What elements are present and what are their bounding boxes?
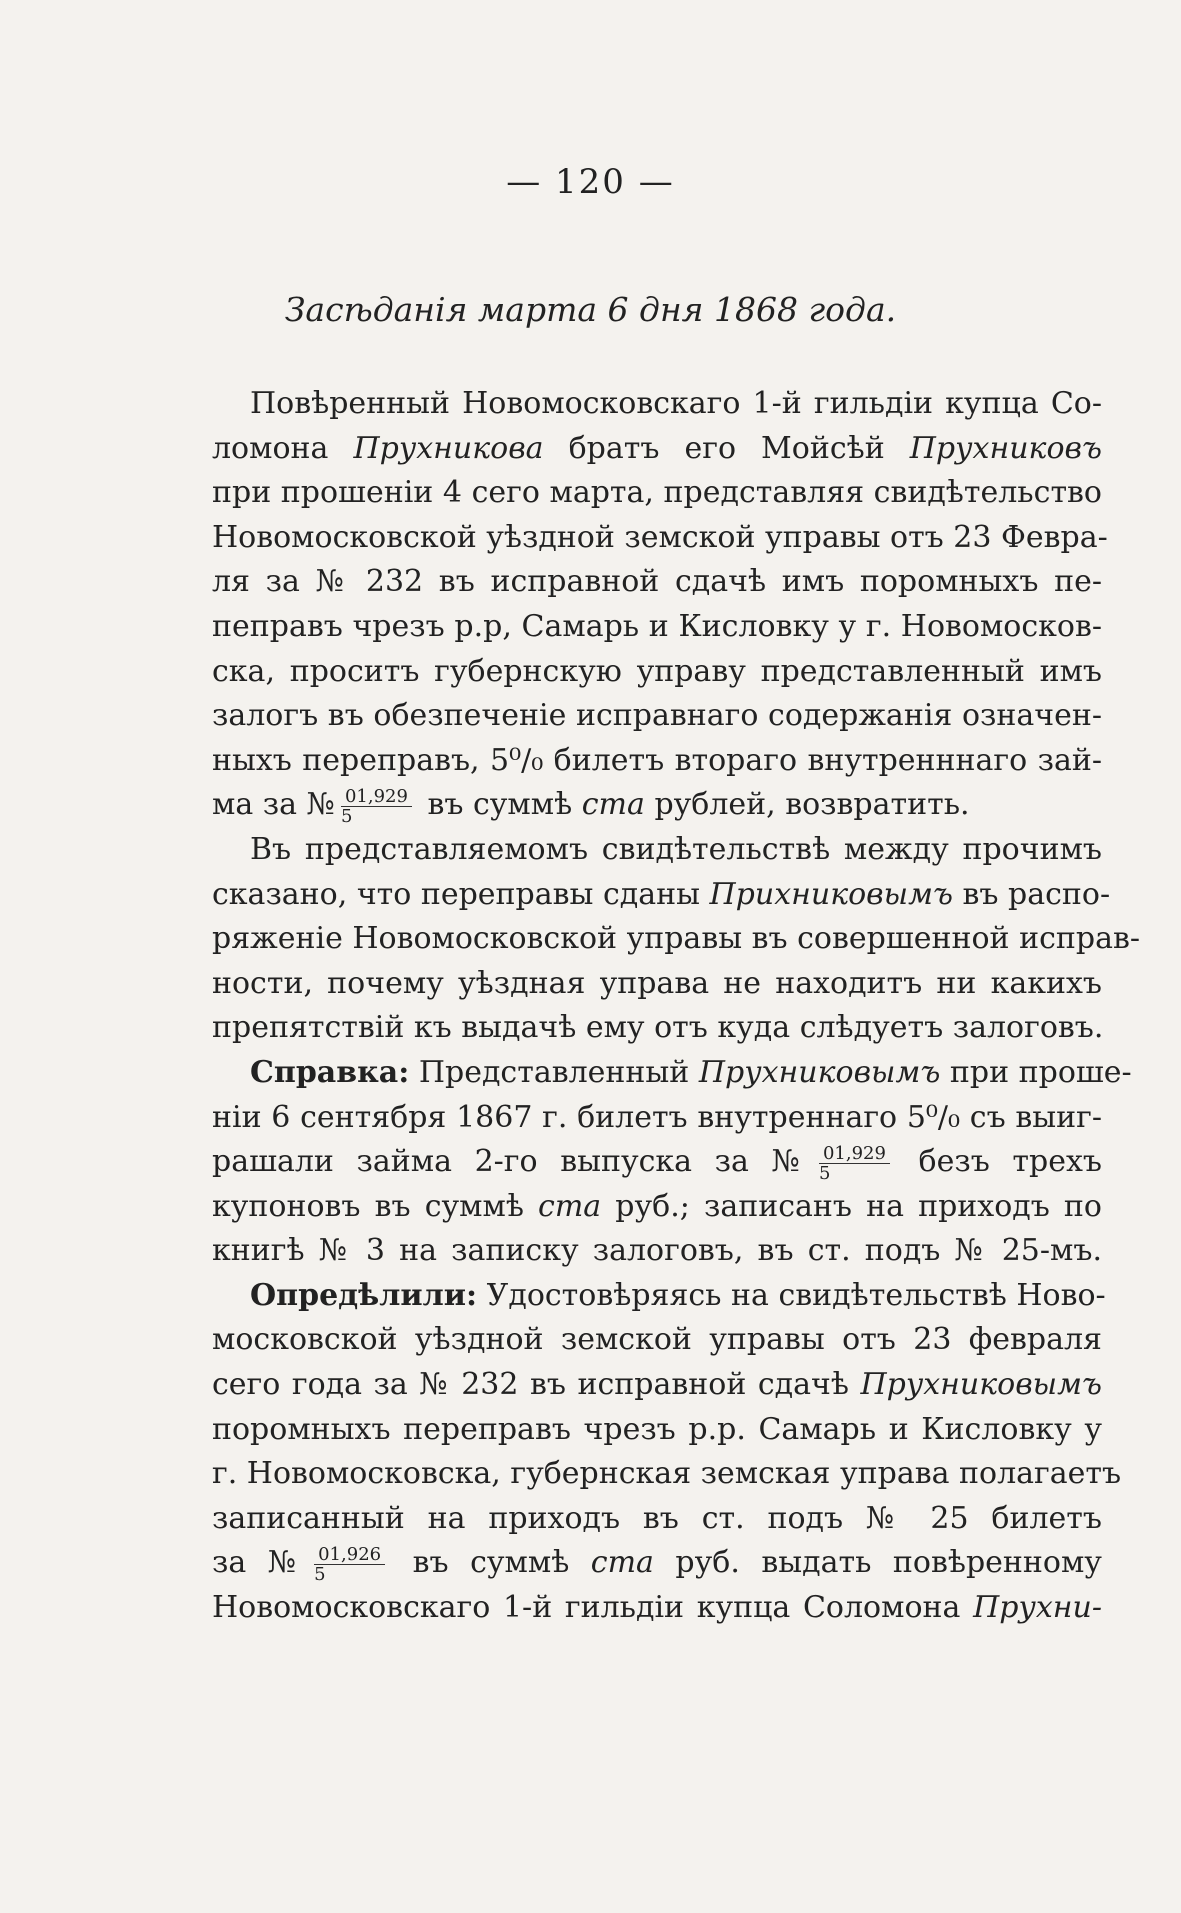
text-line: Справка: Представленный Прухниковымъ при проше- xyxy=(250,1054,1132,1090)
text-line: московской уѣздной земской управы отъ 23 февраля xyxy=(212,1322,1102,1358)
page-number: — 120 — xyxy=(506,162,675,202)
text-line: пеправъ чрезъ р.р, Самарь и Кисловку у г. Новомосков- xyxy=(212,608,1102,644)
text-line: за № $\frac{01,926}{5}$ въ суммѣ ста руб. выдать повѣренному xyxy=(212,1543,1102,1585)
text-line: сего года за № 232 въ исправной сдачѣ Прухниковымъ xyxy=(212,1367,1102,1403)
text-line: рашали займа 2-го выпуска за № $\frac{01,929}{5}$ безъ трехъ xyxy=(212,1142,1102,1184)
text-line: Новомосковской уѣздной земской управы отъ 23 Февра- xyxy=(212,519,1108,555)
text-line: Новомосковскаго 1-й гильдіи купца Соломона Прухни- xyxy=(212,1590,1102,1626)
document-body xyxy=(212,382,1140,1631)
text-line: залогъ въ обезпеченіе исправнаго содержанія означен- xyxy=(212,698,1102,734)
text-line: ска, проситъ губернскую управу представленный имъ xyxy=(212,653,1102,689)
fraction: $\frac{01,929}{5}$ xyxy=(819,1144,890,1183)
text-line: книгѣ № 3 на записку залоговъ, въ ст. подъ № 25-мъ. xyxy=(212,1233,1102,1269)
text-line: ломона Прухникова братъ его Мойсѣй Прухниковъ xyxy=(212,430,1102,466)
text-line: ніи 6 сентября 1867 г. билетъ внутреннаго 5⁰/₀ съ выиг- xyxy=(212,1099,1102,1135)
text-line: ряженіе Новомосковской управы въ совершенной исправ- xyxy=(212,921,1140,957)
text-line: ма за № $\frac{01,929}{5}$ въ суммѣ ста рублей, возвратить. xyxy=(212,785,970,827)
text-line: при прошеніи 4 сего марта, представляя свидѣтельство xyxy=(212,475,1102,511)
text-line: записанный на приходъ въ ст. подъ № 25 билетъ xyxy=(212,1500,1102,1536)
text-line: ности, почему уѣздная управа не находитъ ни какихъ xyxy=(212,965,1102,1001)
text-line: поромныхъ переправъ чрезъ р.р. Самарь и Кисловку у xyxy=(212,1411,1102,1447)
text-line: г. Новомосковска, губернская земская управа полагаетъ xyxy=(212,1456,1122,1492)
text-line: препятствій къ выдачѣ ему отъ куда слѣдуетъ залоговъ. xyxy=(212,1010,1104,1046)
section-heading: Засѣданія марта 6 дня 1868 года. xyxy=(284,290,897,329)
fraction: $\frac{01,926}{5}$ xyxy=(314,1545,385,1584)
text-line: Повѣренный Новомосковскаго 1-й гильдіи купца Со- xyxy=(250,386,1102,421)
text-line: Въ представляемомъ свидѣтельствѣ между прочимъ xyxy=(250,831,1102,867)
text-line: Опредѣлили: Удостовѣряясь на свидѣтельствѣ Ново- xyxy=(250,1277,1106,1313)
text-line: ля за № 232 въ исправной сдачѣ имъ поромныхъ пе- xyxy=(212,564,1102,600)
fraction: $\frac{01,929}{5}$ xyxy=(341,787,412,826)
text-line: купоновъ въ суммѣ ста руб.; записанъ на приходъ по xyxy=(212,1188,1102,1224)
text-line: сказано, что переправы сданы Прихниковымъ въ распо- xyxy=(212,876,1111,912)
text-line: ныхъ переправъ, 5⁰/₀ билетъ втораго внутренннаго зай- xyxy=(212,742,1102,778)
